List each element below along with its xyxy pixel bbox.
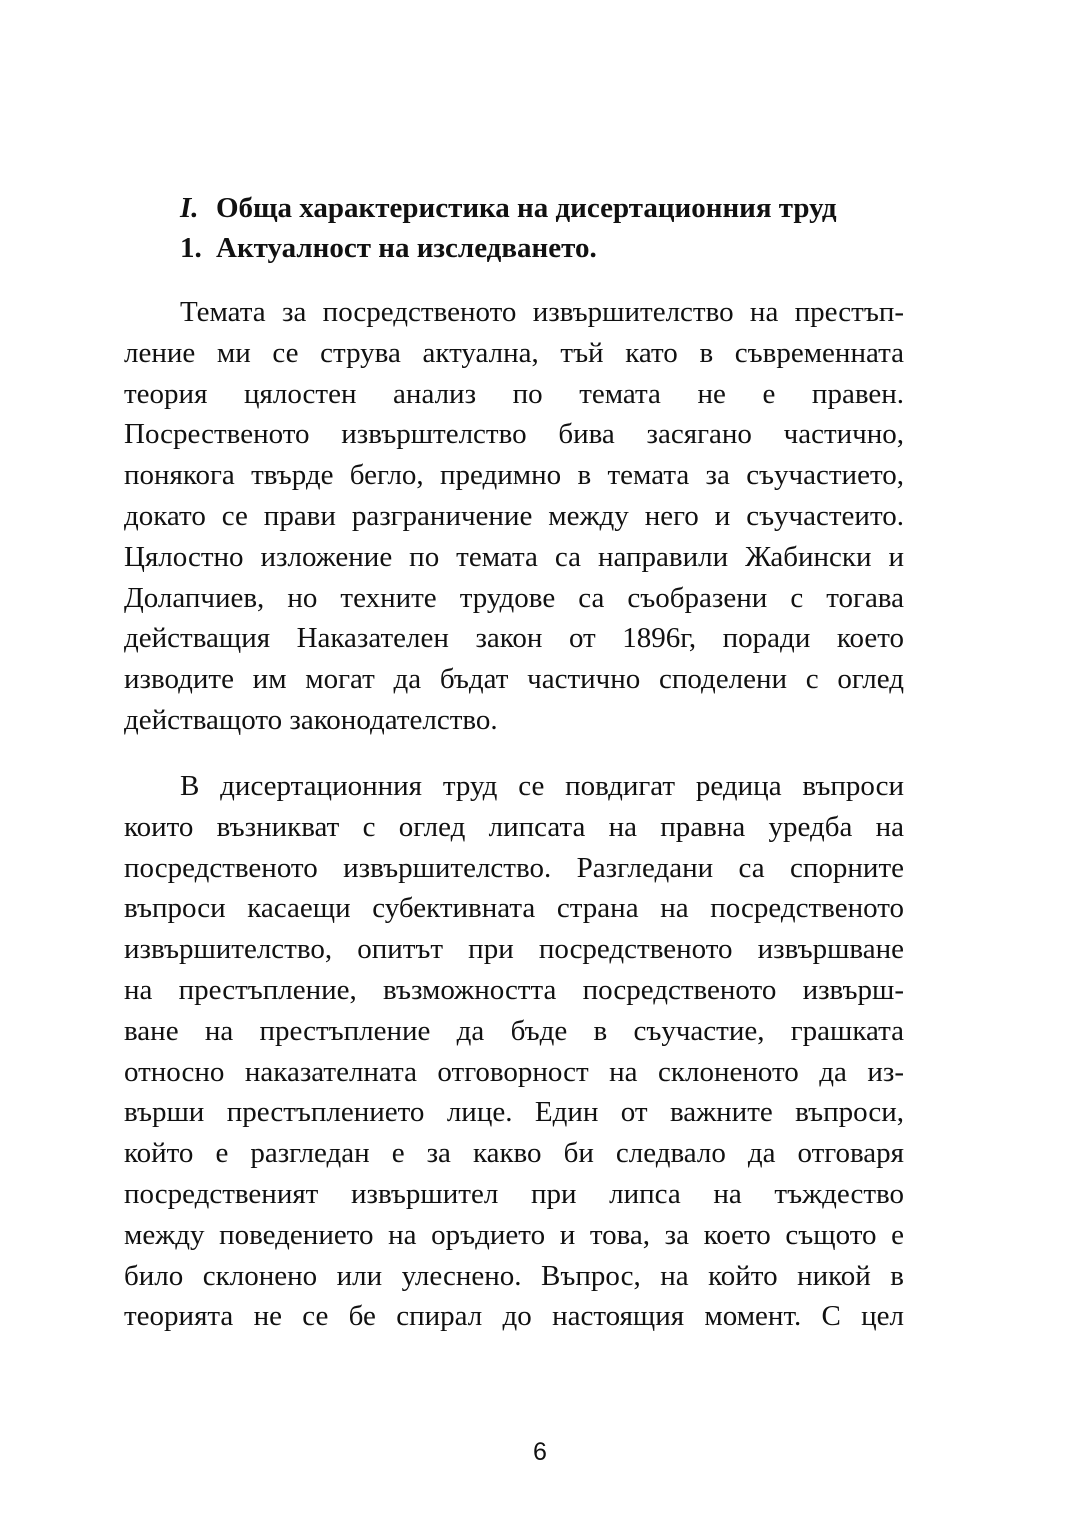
text-line: теорията не се бе спирал до настоящия момент. С цел xyxy=(124,1300,904,1333)
page-number: 6 xyxy=(533,1438,547,1466)
section-headings xyxy=(180,188,940,268)
text-line: теория цялостен анализ по темата не е правен. xyxy=(124,377,904,410)
text-line: докато се прави разграничение между него и съучастеито. xyxy=(124,499,904,532)
text-line: Цялостно изложение по темата са направили Жабински и xyxy=(124,540,904,573)
text-line: въпроси касаещи субективната страна на посредственото xyxy=(124,892,904,925)
section-number: 1. xyxy=(180,232,202,264)
text-line: В дисертационния труд се повдигат редица въпроси xyxy=(180,770,904,802)
chapter-title: Обща характеристика на дисертационния труд xyxy=(216,192,837,224)
text-line: които възникват с оглед липсата на правна уредба на xyxy=(124,810,904,843)
text-line: извършителство, опитът при посредственото извършване xyxy=(124,933,904,966)
text-line: който е разгледан е за какво би следвало да отговаря xyxy=(124,1137,904,1170)
paragraph-1 xyxy=(124,292,904,741)
text-line: върши престъплението лице. Един от важните въпроси, xyxy=(124,1096,904,1129)
text-line: понякога твърде бегло, предимно в темата за съучастието, xyxy=(124,459,904,492)
text-line: между поведението на оръдието и това, за което същото е xyxy=(124,1218,904,1251)
paragraph-2 xyxy=(124,766,904,1337)
section-title: Актуалност на изследването. xyxy=(216,232,597,264)
text-line: на престъпление, възможността посредственото извърш- xyxy=(124,973,904,1006)
text-line: ление ми се струва актуална, тъй като в съвременната xyxy=(124,336,904,369)
chapter-number: I. xyxy=(180,192,199,224)
text-line: посредственото извършителство. Разгледани са спорните xyxy=(124,851,904,884)
chapter-heading xyxy=(180,188,940,228)
text-line: посредственият извършител при липса на тъждество xyxy=(124,1177,904,1210)
text-line: изводите им могат да бъдат частично споделени с оглед xyxy=(124,663,904,696)
text-line: Посрественото извърштелство бива засягано частично, xyxy=(124,418,904,451)
text-line: Долапчиев, но техните трудове са съобразени с тогава xyxy=(124,581,904,614)
section-heading xyxy=(180,228,940,268)
text-line: действащия Наказателен закон от 1896г, поради което xyxy=(124,622,904,655)
text-line: било склонено или улеснено. Въпрос, на който никой в xyxy=(124,1259,904,1292)
text-line: ване на престъпление да бъде в съучастие, грашката xyxy=(124,1014,904,1047)
text-line: относно наказателната отговорност на склоненото да из- xyxy=(124,1055,904,1088)
text-line: действащото законодателство. xyxy=(124,703,498,736)
text-line: Темата за посредственото извършителство на престъп- xyxy=(180,296,904,328)
